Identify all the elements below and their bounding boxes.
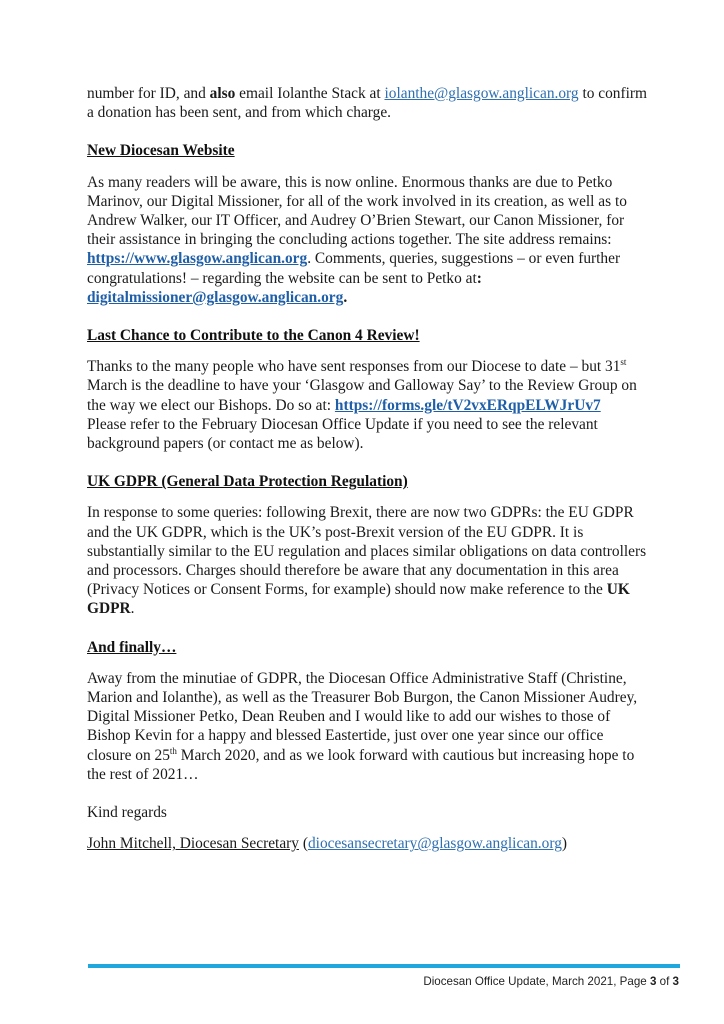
current-page-number: 3	[649, 975, 657, 988]
diocesan-website-link[interactable]: https://www.glasgow.anglican.org	[87, 250, 308, 268]
section-heading-gdpr: UK GDPR (General Data Protection Regulation)	[87, 473, 408, 491]
canon4-paragraph: Thanks to the many people who have sent responses from our Diocese to date – but 31st March is the deadline to have your ‘Glasgow and Galloway Say’ to the Review Group on the way we elect our Bishops. Do so at: https://forms.gle/tV2vxERqpELWJrUv7 Please refer to the February Diocesan Office Update if you need to see the relevant background papers (or contact me as below).	[87, 357, 637, 453]
kind-regards: Kind regards	[87, 804, 167, 822]
document-page	[87, 84, 647, 854]
digital-missioner-email-link[interactable]: digitalmissioner@glasgow.anglican.org	[87, 288, 344, 306]
section-website	[87, 141, 647, 307]
section-finally	[87, 638, 647, 784]
intro-paragraph: number for ID, and also email Iolanthe Stack at iolanthe@glasgow.anglican.org to confirm a donation has been sent, and from which charge.	[87, 85, 647, 122]
footer-divider	[88, 964, 680, 968]
emphasis-also: also	[209, 85, 236, 102]
section-heading-website: New Diocesan Website	[87, 142, 235, 160]
signature-line: John Mitchell, Diocesan Secretary (diocesansecretary@glasgow.anglican.org)	[87, 835, 568, 853]
finally-paragraph: Away from the minutiae of GDPR, the Diocesan Office Administrative Staff (Christine, Marion and Iolanthe), as well as the Treasurer Bob Burgon, the Canon Missioner Audrey, Digital Missioner Petko, Dean Reuben and I would like to add our wishes to those of Bishop Kevin for a happy and blessed Eastertide, just over one year since our office closure on 25th March 2020, and as we look forward with cautious but increasing hope to the rest of 2021…	[87, 669, 638, 783]
page-footer: Diocesan Office Update, March 2021, Page 3 of 3	[423, 975, 679, 988]
emphasis-uk-gdpr: UK GDPR	[87, 581, 630, 618]
section-heading-canon4: Last Chance to Contribute to the Canon 4 Review!	[87, 327, 420, 345]
section-gdpr	[87, 472, 647, 618]
diocesan-secretary-email-link[interactable]: diocesansecretary@glasgow.anglican.org	[307, 835, 562, 853]
section-heading-finally: And finally…	[87, 638, 177, 656]
gdpr-paragraph: In response to some queries: following Brexit, there are now two GDPRs: the EU GDPR and the UK GDPR, which is the UK’s post-Brexit version of the EU GDPR. It is substantially similar to the EU regulation and places similar obligations on data controllers and processors. Charges should therefore be aware that any documentation in this area (Privacy Notices or Consent Forms, for example) should now make reference to the UK GDPR.	[87, 504, 647, 618]
total-page-count: 3	[672, 975, 679, 988]
iolanthe-email-link[interactable]: iolanthe@glasgow.anglican.org	[384, 85, 579, 102]
signatory-name: John Mitchell, Diocesan Secretary	[87, 835, 299, 853]
website-paragraph: As many readers will be aware, this is now online. Enormous thanks are due to Petko Marinov, our Digital Missioner, for all of the work involved in its creation, as well as to Andrew Walker, our IT Officer, and Audrey O’Brien Stewart, our Canon Missioner, for their assistance in bringing the concluding actions together. The site address remains: https://www.glasgow.anglican.org. Comments, queries, suggestions – or even further congratulations! – regarding the website can be sent to Petko at: digitalmissioner@glasgow.anglican.org.	[87, 173, 627, 306]
review-form-link[interactable]: https://forms.gle/tV2vxERqpELWJrUv7	[334, 396, 601, 414]
section-canon4	[87, 326, 647, 453]
